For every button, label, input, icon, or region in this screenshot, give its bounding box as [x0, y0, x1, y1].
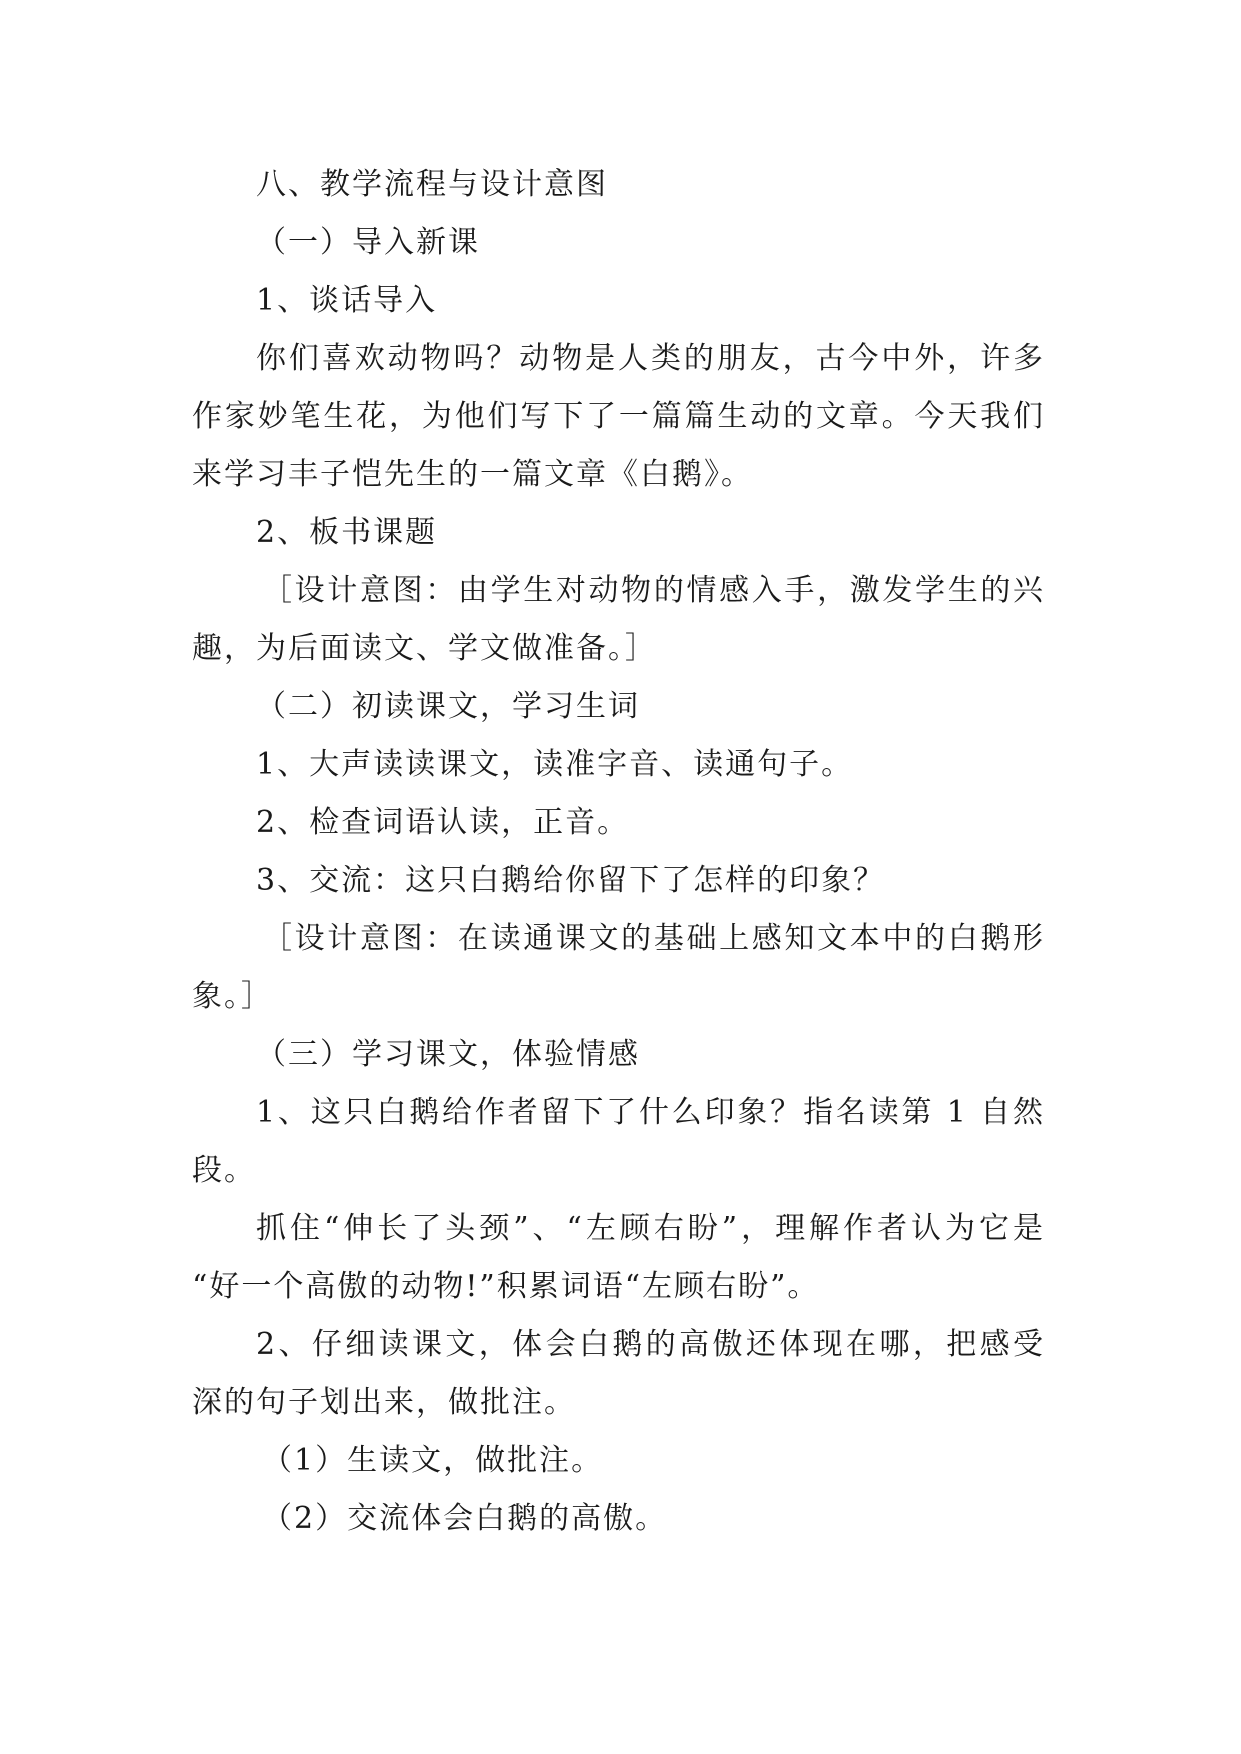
subsection-heading: （二）初读课文，学习生词	[256, 689, 640, 724]
step-line: 1、这只白鹅给作者留下了什么印象？指名读第 1 自然	[256, 1095, 1045, 1130]
step-line: 3、交流：这只白鹅给你留下了怎样的印象？	[256, 863, 886, 898]
step-line: 2、仔细读课文，体会白鹅的高傲还体现在哪，把感受	[256, 1327, 1045, 1362]
subsection-heading: （一）导入新课	[256, 225, 480, 260]
paragraph-line: 来学习丰子恺先生的一篇文章《白鹅》。	[192, 457, 753, 492]
step-line: 段。	[192, 1153, 256, 1188]
step-line: 2、检查词语认读，正音。	[256, 805, 630, 840]
paragraph-line: “好一个高傲的动物!”积累词语“左顾右盼”。	[192, 1269, 820, 1304]
design-note-line: ［设计意图：由学生对动物的情感入手，激发学生的兴	[262, 573, 1045, 608]
paragraph-line: 作家妙笔生花，为他们写下了一篇篇生动的文章。今天我们	[192, 399, 1045, 434]
step-line: 深的句子划出来，做批注。	[192, 1385, 576, 1420]
step-heading: 2、板书课题	[256, 515, 438, 550]
design-note-line: 趣，为后面读文、学文做准备。］	[192, 631, 657, 666]
subsection-heading: （三）学习课文，体验情感	[256, 1037, 640, 1072]
design-note-line: ［设计意图：在读通课文的基础上感知文本中的白鹅形	[262, 921, 1045, 956]
paragraph-line: 你们喜欢动物吗？动物是人类的朋友，古今中外，许多	[256, 341, 1045, 376]
section-heading: 八、教学流程与设计意图	[256, 167, 608, 202]
sub-step-line: （1）生读文，做批注。	[262, 1443, 604, 1478]
paragraph-line: 抓住“伸长了头颈”、“左顾右盼”，理解作者认为它是	[256, 1211, 1045, 1246]
step-heading: 1、谈话导入	[256, 283, 438, 318]
design-note-line: 象。］	[192, 979, 273, 1014]
step-line: 1、大声读读课文，读准字音、读通句子。	[256, 747, 854, 782]
sub-step-line: （2）交流体会白鹅的高傲。	[262, 1501, 668, 1536]
